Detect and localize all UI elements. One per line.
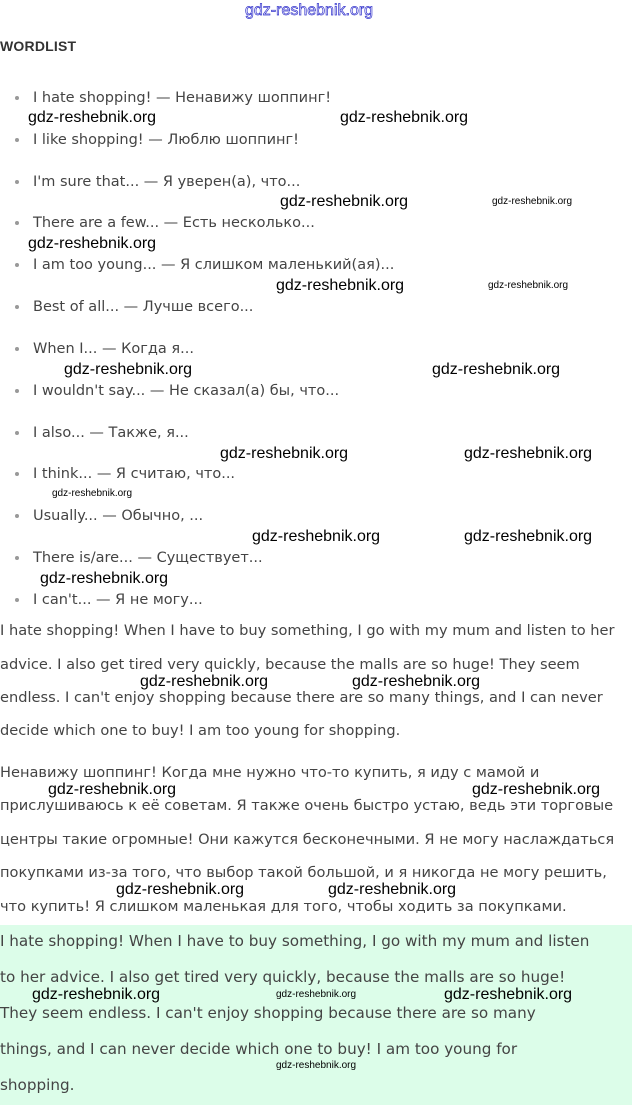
watermark: gdz-reshebnik.org [328, 881, 457, 898]
text-line: покупками из-за того, что выбор такой большой, и я никогда не могу решить, [0, 864, 607, 881]
list-item [15, 340, 194, 358]
watermark: gdz-reshebnik.org [32, 986, 161, 1003]
bullet-icon [15, 514, 19, 518]
list-item [15, 591, 203, 609]
list-item-text: I like shopping! — Люблю шоппинг! [33, 132, 299, 148]
watermark: gdz-reshebnik.org [52, 488, 133, 499]
bullet-icon [15, 180, 19, 184]
watermark: gdz-reshebnik.org [276, 1060, 357, 1071]
watermark: gdz-reshebnik.org [116, 881, 245, 898]
text-line: I hate shopping! When I have to buy something, I go with my mum and listen [0, 932, 590, 950]
text-line: endless. I can't enjoy shopping because there are so many things, and I can never [0, 689, 603, 706]
list-item-text: I wouldn't say... — Не сказал(а) бы, что... [33, 383, 340, 399]
text-line: decide which one to buy! I am too young for shopping. [0, 722, 401, 739]
list-item-text: There are a few... — Есть несколько... [33, 215, 315, 231]
list-item [15, 382, 339, 400]
list-item [15, 507, 203, 525]
watermark: gdz-reshebnik.org [48, 781, 177, 798]
list-item [15, 549, 263, 567]
list-item-text: There is/are... — Существует... [33, 550, 263, 566]
list-item-text: I hate shopping! — Ненавижу шоппинг! [33, 90, 332, 106]
watermark: gdz-reshebnik.org [280, 193, 409, 210]
text-line: прислушиваюсь к её советам. Я также очень быстро устаю, ведь эти торговые [0, 797, 614, 814]
text-line: I hate shopping! When I have to buy something, I go with my mum and listen to her [0, 622, 615, 639]
list-item-text: I think... — Я считаю, что... [33, 466, 236, 482]
watermark: gdz-reshebnik.org [252, 528, 381, 545]
text-line: advice. I also get tired very quickly, because the malls are so huge! They seem [0, 656, 580, 673]
bullet-icon [15, 96, 19, 100]
watermark: gdz-reshebnik.org [488, 280, 569, 291]
list-item [15, 424, 189, 442]
list-item-text: When I... — Когда я... [33, 341, 194, 357]
list-item [15, 465, 235, 483]
list-item [15, 173, 300, 191]
bullet-icon [15, 389, 19, 393]
watermark-logo: gdz-reshebnik.org [245, 2, 374, 19]
bullet-icon [15, 305, 19, 309]
bullet-icon [15, 347, 19, 351]
watermark: gdz-reshebnik.org [276, 277, 405, 294]
list-item-text: I am too young... — Я слишком маленький(ая)... [33, 257, 395, 273]
watermark: gdz-reshebnik.org [220, 445, 349, 462]
list-item-text: Best of all... — Лучше всего... [33, 299, 254, 315]
text-line: shopping. [0, 1076, 75, 1094]
watermark: gdz-reshebnik.org [28, 109, 157, 126]
watermark: gdz-reshebnik.org [352, 673, 481, 690]
list-item [15, 298, 253, 316]
watermark: gdz-reshebnik.org [276, 989, 357, 1000]
list-item [15, 214, 315, 232]
watermark: gdz-reshebnik.org [64, 361, 193, 378]
bullet-icon [15, 431, 19, 435]
bullet-icon [15, 263, 19, 267]
bullet-icon [15, 556, 19, 560]
text-line: to her advice. I also get tired very quickly, because the malls are so huge! [0, 968, 566, 986]
watermark: gdz-reshebnik.org [40, 570, 169, 587]
bullet-icon [15, 472, 19, 476]
watermark: gdz-reshebnik.org [340, 109, 469, 126]
list-item [15, 89, 331, 107]
list-item-text: Usually... — Обычно, ... [33, 508, 204, 524]
text-line: что купить! Я слишком маленькая для того, чтобы ходить за покупками. [0, 898, 567, 915]
watermark: gdz-reshebnik.org [492, 196, 573, 207]
watermark: gdz-reshebnik.org [140, 673, 269, 690]
wordlist-title: WORDLIST [0, 38, 77, 54]
watermark: gdz-reshebnik.org [472, 781, 601, 798]
text-line: центры такие огромные! Они кажутся бесконечными. Я не могу наслаждаться [0, 831, 615, 848]
text-line: things, and I can never decide which one to buy! I am too young for [0, 1040, 518, 1058]
list-item [15, 256, 394, 274]
bullet-icon [15, 598, 19, 602]
watermark: gdz-reshebnik.org [464, 445, 593, 462]
bullet-icon [15, 221, 19, 225]
list-item-text: I can't... — Я не могу... [33, 592, 203, 608]
text-line: They seem endless. I can't enjoy shopping because there are so many [0, 1004, 536, 1022]
list-item [15, 131, 299, 149]
watermark: gdz-reshebnik.org [464, 528, 593, 545]
watermark: gdz-reshebnik.org [444, 986, 573, 1003]
bullet-icon [15, 138, 19, 142]
text-line: Ненавижу шоппинг! Когда мне нужно что-то купить, я иду с мамой и [0, 764, 540, 781]
watermark: gdz-reshebnik.org [432, 361, 561, 378]
list-item-text: I also... — Также, я... [33, 425, 189, 441]
watermark: gdz-reshebnik.org [28, 235, 157, 252]
list-item-text: I'm sure that... — Я уверен(а), что... [33, 174, 301, 190]
